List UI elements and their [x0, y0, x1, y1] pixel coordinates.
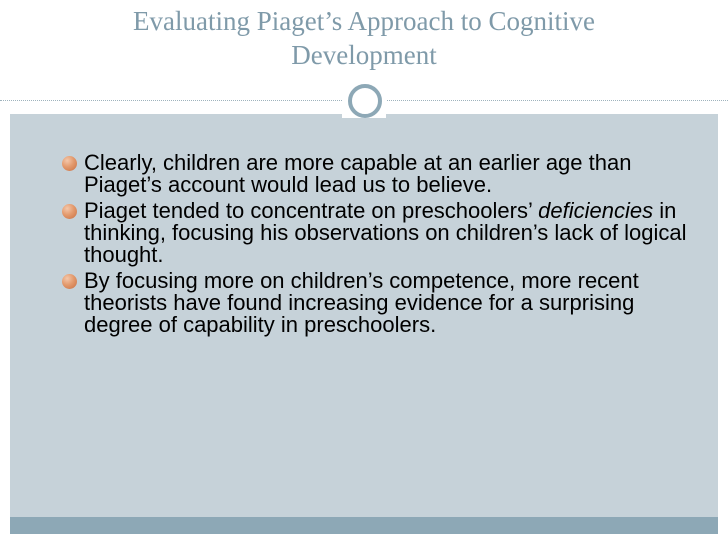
bullet-dot-icon — [62, 204, 77, 219]
bullet-text: Clearly, children are more capable at an earlier age than Piaget’s account would lead us to believe. — [84, 150, 632, 197]
bullet-list — [56, 152, 704, 340]
circle-ring-icon — [348, 84, 382, 118]
slide-title — [40, 4, 688, 72]
bullet-text-before: Piaget tended to concentrate on preschoolers’ — [84, 198, 539, 223]
bullet-item — [56, 200, 704, 266]
bullet-item — [56, 152, 704, 196]
bullet-text-after: in thinking, focusing his observations on children’s lack of logical thought. — [84, 198, 687, 267]
slide-title-line-1: Evaluating Piaget’s Approach to Cognitive — [133, 6, 595, 36]
ornament-background — [342, 82, 386, 118]
bullet-item — [56, 270, 704, 336]
bullet-emphasis: deficiencies — [538, 198, 654, 223]
bullet-text: By focusing more on children’s competence, more recent theorists have found increasing evidence for a surprising degree of capability in preschoolers. — [84, 268, 639, 337]
bullet-dot-icon — [62, 274, 77, 289]
footer-band — [10, 517, 718, 534]
bullet-dot-icon — [62, 156, 77, 171]
slide-title-line-2: Development — [291, 40, 437, 70]
